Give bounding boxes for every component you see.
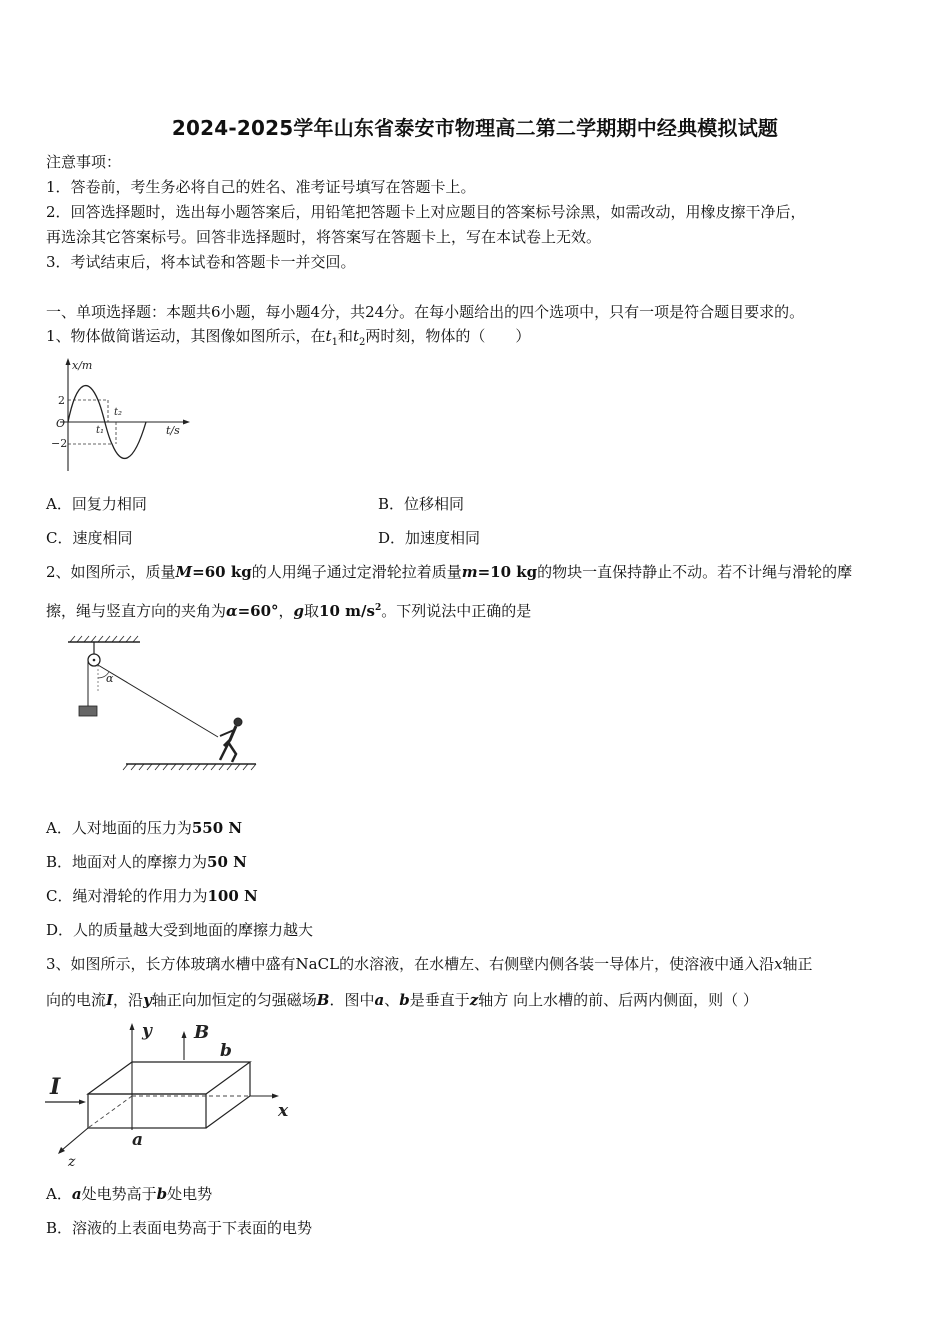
q2-angle-label: α [106,672,114,685]
q3-tank-front [88,1094,206,1128]
q2-stem-line1 [46,562,852,582]
q1-origin: O [56,417,66,430]
q2-alpha: α [226,602,238,620]
q3-a-a: a [71,1185,82,1203]
q3-a-face-label: a [132,1130,144,1150]
q2-l1-p2: =60 kg [192,563,252,581]
q3-l2-p2: ，沿 [113,991,144,1009]
q1-t2: t [352,327,359,345]
q3-l1-p2: 的水溶液，在水槽左、右侧壁内侧各装一导体片，使溶液中通入沿 [339,955,775,973]
q3-hidden-edge-z [88,1096,132,1128]
q3-l2-B: B [316,991,330,1009]
q3-l1-p3: 轴正 [782,955,813,973]
q1-t2-sub: 2 [359,337,366,348]
q1-t1: t [325,327,332,345]
q2-l2-p4: 取 [304,602,320,620]
q3-current-label: I [50,1074,61,1100]
q3-option-b: B．溶液的上表面电势高于下表面的电势 [46,1219,313,1237]
q3-l2-p1: 向的电流 [46,991,107,1009]
q2-person-figure [220,718,242,762]
notice-item-2-cont: 再选涂其它答案标号。回答非选择题时，将答案写在答题卡上，写在本试卷上无效。 [46,228,602,246]
notice-item-3: 3．考试结束后，将本试卷和答题卡一并交回。 [46,253,356,271]
q3-l2-y: y [143,991,152,1009]
q3-a-p3: 处电势 [167,1185,213,1203]
q3-z-label: z [68,1154,76,1170]
q2-option-b [46,852,247,872]
q3-l1-x: x [774,955,783,973]
q2-l1-p4: =10 kg [477,563,538,581]
q2-c-text: C．绳对滑轮的作用力为 [46,887,208,905]
q1-stem [46,326,530,353]
q2-l2-p3: ， [278,602,294,620]
q3-tank-right [206,1062,250,1128]
q3-tank-top [88,1062,250,1094]
q3-y-arrow [130,1023,135,1030]
q3-nacl: NaCL [295,955,340,973]
q1-stem-c: 两时刻，物体的（ ） [365,327,531,345]
q1-shm-graph [46,356,196,476]
q2-pulley-axle [93,659,96,662]
q2-rope-slant [98,665,218,737]
q2-option-c [46,886,258,906]
q2-ground-hatch [123,764,256,770]
q1-stem-b: 和 [337,327,353,345]
q1-ylabel: x/m [72,359,93,372]
q3-l2-p5: 、 [384,991,400,1009]
q3-a-p2: 处电势高于 [81,1185,157,1203]
q1-stem-a: 1、物体做简谐运动，其图像如图所示，在 [46,327,326,345]
q2-l1-p1: 2、如图所示，质量 [46,563,176,581]
q2-option-d: D．人的质量越大受到地面的摩擦力越大 [46,921,314,939]
q2-l2-p2: =60° [237,602,279,620]
q1-option-c: C．速度相同 [46,529,133,547]
q1-option-a: A．回复力相同 [46,495,147,513]
q2-l1-p5: 的物块一直保持静止不动。若不计绳与滑轮的摩 [537,563,853,581]
q2-pulley-figure [60,634,260,774]
q3-l2-p7: 轴方 向上水槽的前、后两内侧面，则（ ） [478,991,758,1009]
q1-x-arrow [183,420,190,425]
q3-l1-p1: 3、如图所示，长方体玻璃水槽中盛有 [46,955,296,973]
q2-a-value: 550 N [191,819,243,837]
q2-b-value: 50 N [207,853,247,871]
q3-x-arrow [272,1094,279,1099]
page-title: 2024-2025学年山东省泰安市物理高二第二学期期中经典模拟试题 [171,116,779,140]
notice-heading: 注意事项： [46,153,122,171]
q2-a-text: A．人对地面的压力为 [46,819,192,837]
q3-stem-line2 [46,990,758,1010]
q3-b-field-label: B [194,1022,210,1043]
q1-tick-2: 2 [58,394,65,407]
q3-a-p1: A． [46,1185,72,1203]
q3-l2-p3: 轴正向加恒定的匀强磁场 [151,991,317,1009]
q3-l2-I: I [106,991,114,1009]
q1-t1-sub: 1 [331,337,338,348]
q3-option-a [46,1184,212,1204]
q2-l2-sup: 2 [374,603,382,613]
q2-option-a [46,818,242,838]
q2-mass-M: M [175,563,193,581]
q2-ceiling-hatch [70,636,138,642]
q3-z-axis [62,1128,88,1150]
notice-item-1: 1．答卷前，考生务必将自己的姓名、准考证号填写在答题卡上。 [46,178,476,196]
q3-current-arrow [79,1100,86,1105]
q3-x-label: x [278,1101,289,1121]
q2-c-value: 100 N [207,887,258,905]
q2-l2-p1: 擦，绳与竖直方向的夹角为 [46,602,227,620]
q2-block [79,706,97,716]
q3-l2-p6: 是垂直于 [409,991,470,1009]
q1-t2-label: t₂ [114,407,123,418]
q3-l2-p4: ．图中 [329,991,375,1009]
q2-g: g [293,602,305,620]
q1-tick-neg2: −2 [51,437,68,450]
q2-mass-m: m [461,563,478,581]
q3-l2-a: a [374,991,385,1009]
q3-l2-z: z [469,991,479,1009]
q2-l2-p6: 。下列说法中正确的是 [381,602,532,620]
q1-option-b: B．位移相同 [378,495,465,513]
q3-y-label: y [142,1021,152,1041]
q3-a-b: b [156,1185,168,1203]
q1-xlabel: t/s [166,424,180,437]
notice-item-2: 2．回答选择题时，选出每小题答案后，用铅笔把答题卡上对应题目的答案标号涂黑，如需改动，用橡皮擦干净后， [46,203,806,221]
q3-b-arrow [182,1031,187,1038]
q1-t1-label: t₁ [96,425,105,436]
section-heading: 一、单项选择题：本题共6小题，每小题4分，共24分。在每小题给出的四个选项中，只有一项是符合题目要求的。 [46,303,805,321]
q2-b-text: B．地面对人的摩擦力为 [46,853,208,871]
q3-tank-figure [40,1018,310,1170]
q2-stem-line2 [46,598,531,621]
q2-l2-p5: 10 m/s [319,602,375,620]
q3-b-face-label: b [220,1041,232,1061]
q1-y-arrow [66,358,71,365]
q3-l2-b: b [399,991,410,1009]
q1-option-d: D．加速度相同 [378,529,481,547]
q3-stem-line1 [46,954,813,974]
q2-l1-p3: 的人用绳子通过定滑轮拉着质量 [251,563,462,581]
